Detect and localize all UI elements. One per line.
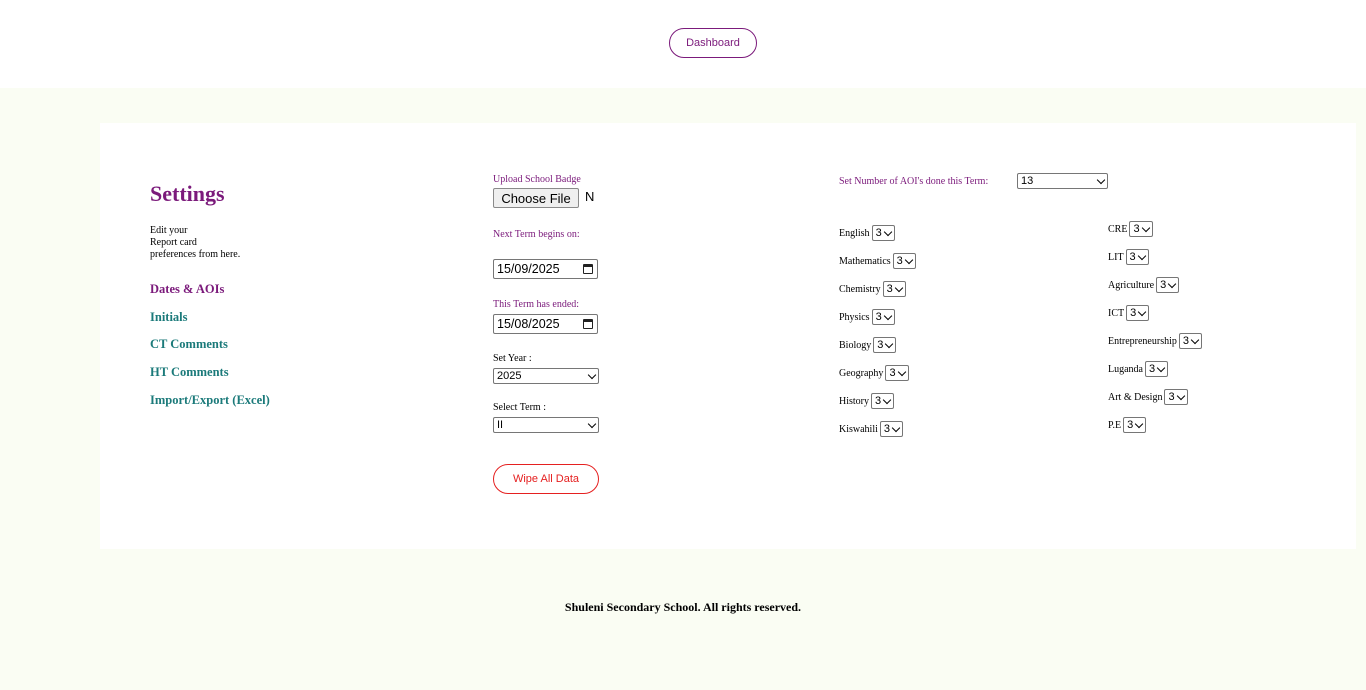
description-line: Edit your xyxy=(150,225,188,236)
subject-aoi-select[interactable] xyxy=(1129,221,1152,237)
chevron-down-icon xyxy=(1168,279,1176,287)
subject-aoi-value: 3 xyxy=(877,339,884,351)
subject-aoi-select[interactable] xyxy=(880,421,903,437)
chevron-down-icon xyxy=(1157,363,1165,371)
subject-aoi-select[interactable] xyxy=(872,309,895,325)
chevron-down-icon xyxy=(892,423,900,431)
subject-name: LIT xyxy=(1108,251,1124,263)
subject-geography xyxy=(839,365,909,381)
term-ended-label: This Term has ended: xyxy=(493,299,580,310)
subject-agriculture xyxy=(1108,277,1179,293)
term-ended-date-value: 15/08/2025 xyxy=(497,317,560,331)
subject-ict xyxy=(1108,305,1149,321)
subject-name: English xyxy=(839,227,870,239)
subject-aoi-select[interactable] xyxy=(893,253,916,269)
subject-mathematics xyxy=(839,253,916,269)
calendar-icon[interactable] xyxy=(583,264,593,274)
chevron-down-icon xyxy=(885,339,893,347)
year-label: Set Year : xyxy=(493,353,532,364)
subject-history xyxy=(839,393,894,409)
subject-aoi-select[interactable] xyxy=(1123,417,1146,433)
subject-physics xyxy=(839,309,895,325)
dashboard-button[interactable]: Dashboard xyxy=(669,28,757,58)
subject-luganda xyxy=(1108,361,1168,377)
wipe-all-data-button[interactable]: Wipe All Data xyxy=(493,464,599,494)
subject-lit xyxy=(1108,249,1149,265)
subject-english xyxy=(839,225,895,241)
subject-biology xyxy=(839,337,896,353)
subject-name: Mathematics xyxy=(839,255,891,267)
subject-aoi-value: 3 xyxy=(889,367,896,379)
subject-name: Chemistry xyxy=(839,283,881,295)
subject-cre xyxy=(1108,221,1153,237)
chevron-down-icon xyxy=(905,255,913,263)
page-title: Settings xyxy=(150,181,225,206)
subject-aoi-value: 3 xyxy=(1129,251,1136,263)
subject-name: Biology xyxy=(839,339,872,351)
subject-name: Art & Design xyxy=(1108,391,1163,403)
subject-name: ICT xyxy=(1108,307,1125,319)
subject-aoi-select[interactable] xyxy=(871,393,894,409)
term-select-value: II xyxy=(497,419,504,431)
subject-name: Luganda xyxy=(1108,363,1143,375)
chevron-down-icon xyxy=(1176,391,1184,399)
subject-aoi-value: 3 xyxy=(886,283,893,295)
subject-aoi-value: 3 xyxy=(1133,223,1140,235)
subject-aoi-value: 3 xyxy=(1168,391,1175,403)
subject-aoi-select[interactable] xyxy=(1126,249,1149,265)
description-line: preferences from here. xyxy=(150,249,241,260)
badge-label: Upload School Badge xyxy=(493,174,581,185)
subject-aoi-select[interactable] xyxy=(885,365,908,381)
aoi-count-select[interactable] xyxy=(1017,173,1108,189)
chevron-down-icon xyxy=(1141,223,1149,231)
subject-aoi-select[interactable] xyxy=(873,337,896,353)
term-ended-date-input[interactable] xyxy=(493,314,598,334)
term-label: Select Term : xyxy=(493,402,546,413)
year-select[interactable] xyxy=(493,368,599,384)
subject-art-design xyxy=(1108,389,1188,405)
subject-name: Entrepreneurship xyxy=(1108,335,1177,347)
subject-name: Agriculture xyxy=(1108,279,1155,291)
subject-aoi-value: 3 xyxy=(883,423,891,435)
aoi-count-value: 13 xyxy=(1021,175,1034,187)
subject-aoi-select[interactable] xyxy=(1145,361,1168,377)
chevron-down-icon xyxy=(1138,307,1146,315)
chevron-down-icon xyxy=(588,419,596,427)
settings-card xyxy=(100,123,1356,549)
subject-chemistry xyxy=(839,281,906,297)
subject-aoi-select[interactable] xyxy=(1164,389,1187,405)
subject-aoi-value: 3 xyxy=(875,311,882,323)
subject-name: Kiswahili xyxy=(839,423,878,435)
next-term-label: Next Term begins on: xyxy=(493,229,580,240)
year-select-value: 2025 xyxy=(497,370,522,382)
term-select[interactable] xyxy=(493,417,599,433)
footer-text: Shuleni Secondary School. All rights reserved. xyxy=(564,600,802,614)
subject-aoi-value: 3 xyxy=(1130,307,1137,319)
subject-name: History xyxy=(839,395,869,407)
next-term-date-input[interactable] xyxy=(493,259,598,279)
chevron-down-icon xyxy=(897,367,905,375)
top-bar xyxy=(0,0,1366,88)
nav-dates-aois[interactable]: Dates & AOIs xyxy=(150,282,225,296)
subject-pe xyxy=(1108,417,1146,433)
subject-aoi-value: 3 xyxy=(1149,363,1156,375)
subject-aoi-value: 3 xyxy=(1127,419,1134,431)
description-line: Report card xyxy=(150,237,197,248)
calendar-icon[interactable] xyxy=(583,319,593,329)
chevron-down-icon xyxy=(1135,419,1143,427)
subject-aoi-value: 3 xyxy=(896,255,903,267)
subject-aoi-select[interactable] xyxy=(1179,333,1202,349)
chevron-down-icon xyxy=(588,370,596,378)
subject-aoi-value: 3 xyxy=(875,395,882,407)
subject-aoi-select[interactable] xyxy=(872,225,895,241)
choose-file-button[interactable]: Choose File xyxy=(493,188,579,208)
aoi-count-label: Set Number of AOI's done this Term: xyxy=(839,176,989,187)
subject-name: P.E xyxy=(1108,419,1122,431)
subject-aoi-select[interactable] xyxy=(883,281,906,297)
chevron-down-icon xyxy=(895,283,903,291)
subject-name: Physics xyxy=(839,311,870,323)
subject-aoi-value: 3 xyxy=(875,227,882,239)
chevron-down-icon xyxy=(1097,175,1105,183)
subject-aoi-value: 3 xyxy=(1160,279,1167,291)
chevron-down-icon xyxy=(1191,335,1199,343)
settings-description xyxy=(150,225,260,261)
subject-aoi-select[interactable] xyxy=(1156,277,1179,293)
subject-aoi-value: 3 xyxy=(1182,335,1189,347)
nav-import-export[interactable]: Import/Export (Excel) xyxy=(150,393,270,407)
subject-aoi-select[interactable] xyxy=(1126,305,1149,321)
subject-kiswahili xyxy=(839,421,903,437)
next-term-date-value: 15/09/2025 xyxy=(497,262,560,276)
subject-entrepreneurship xyxy=(1108,333,1202,349)
subject-name: Geography xyxy=(839,367,884,379)
nav-ht-comments[interactable]: HT Comments xyxy=(150,365,229,379)
subject-name: CRE xyxy=(1108,223,1128,235)
chevron-down-icon xyxy=(1137,251,1145,259)
nav-ct-comments[interactable]: CT Comments xyxy=(150,337,228,351)
chevron-down-icon xyxy=(883,311,891,319)
file-status: N xyxy=(585,189,595,204)
chevron-down-icon xyxy=(883,395,891,403)
chevron-down-icon xyxy=(883,227,891,235)
nav-initials[interactable]: Initials xyxy=(150,310,188,324)
